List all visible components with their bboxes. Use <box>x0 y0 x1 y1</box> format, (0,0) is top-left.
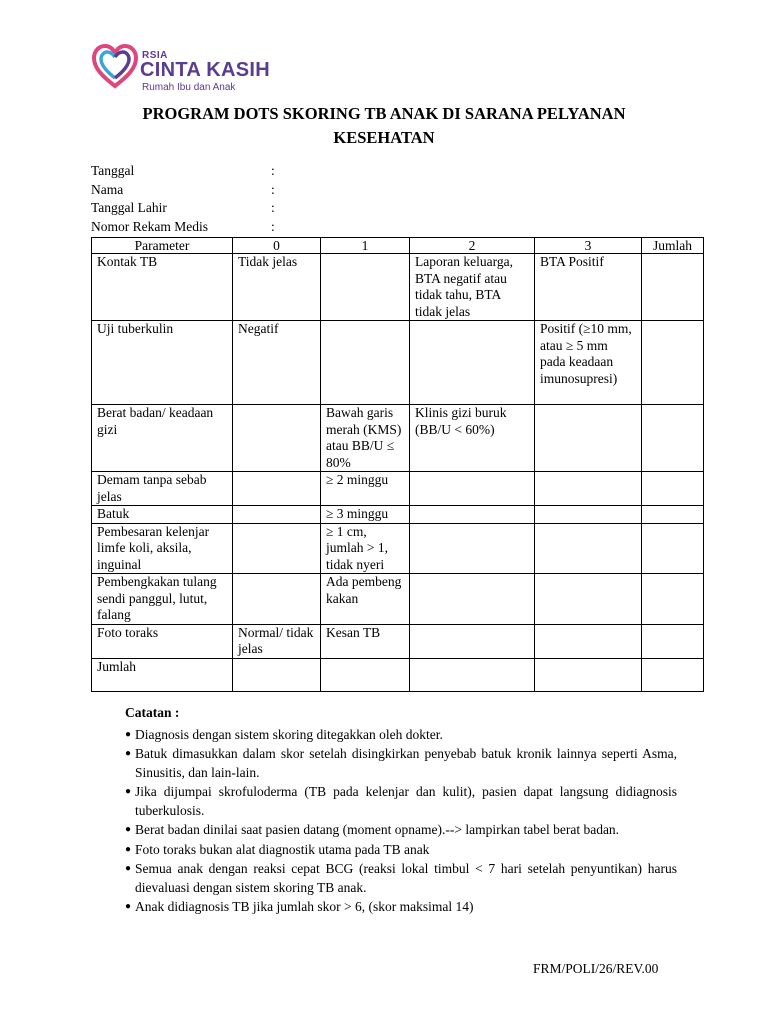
list-item <box>125 783 677 820</box>
info-label: Tanggal <box>91 163 135 178</box>
notes-section <box>125 704 677 918</box>
list-item <box>125 821 677 840</box>
list-item <box>125 898 677 917</box>
bullet-icon: ● <box>125 843 132 855</box>
table-cell <box>642 658 704 691</box>
bullet-icon: ● <box>125 824 132 835</box>
info-colon: : <box>271 181 275 197</box>
table-cell: Normal/ tidak jelas <box>233 624 321 658</box>
table-cell: ≥ 1 cm, jumlah > 1, tidak nyeri <box>321 523 410 574</box>
list-item <box>125 726 677 745</box>
logo-name: CINTA KASIH <box>140 59 270 81</box>
header-score-3: 3 <box>535 238 642 254</box>
table-cell <box>642 254 704 321</box>
table-cell <box>410 472 535 506</box>
header-score-0: 0 <box>233 238 321 254</box>
bullet-icon: ● <box>125 901 132 912</box>
list-item <box>125 860 677 897</box>
note-text: Diagnosis dengan sistem skoring ditegakkan oleh dokter. <box>135 726 443 742</box>
table-row <box>92 506 704 524</box>
table-cell <box>642 574 704 625</box>
logo-tagline: Rumah Ibu dan Anak <box>142 82 236 93</box>
bullet-icon: ● <box>125 728 132 740</box>
table-cell: Pembengkakan tulang sendi panggul, lutut, falang <box>92 574 233 625</box>
info-row-tanggal-lahir <box>91 199 281 218</box>
table-cell: Ada pembengkakan <box>321 574 410 625</box>
table-cell <box>410 658 535 691</box>
info-label: Nomor Rekam Medis <box>91 218 208 234</box>
header-score-2: 2 <box>410 238 535 254</box>
table-cell <box>535 405 642 472</box>
table-cell <box>410 506 535 524</box>
notes-list <box>125 726 677 917</box>
table-cell: BTA Positif <box>535 254 642 321</box>
table-cell <box>535 658 642 691</box>
table-cell <box>410 574 535 625</box>
info-colon: : <box>271 218 275 234</box>
table-cell <box>233 574 321 625</box>
title-line-1: PROGRAM DOTS SKORING TB ANAK DI SARANA PELYANAN <box>142 104 626 123</box>
bullet-icon: ● <box>125 863 132 874</box>
info-row-rekam-medis <box>91 218 281 237</box>
table-cell <box>535 472 642 506</box>
list-item <box>125 841 677 860</box>
table-row <box>92 472 704 506</box>
note-text: Semua anak dengan reaksi cepat BCG (reaksi lokal timbul < 7 hari setelah penyuntikan) harus dievaluasi dengan sistem skoring TB anak. <box>135 861 677 895</box>
info-colon: : <box>271 200 275 215</box>
hospital-logo <box>92 44 272 100</box>
table-cell <box>642 506 704 524</box>
table-cell <box>535 624 642 658</box>
table-cell <box>410 624 535 658</box>
table-cell: Laporan keluarga, BTA negatif atau tidak tahu, BTA tidak jelas <box>410 254 535 321</box>
title-line-2: KESEHATAN <box>333 128 435 147</box>
table-cell: Jumlah <box>92 658 233 691</box>
table-cell <box>642 472 704 506</box>
info-row-nama <box>91 181 281 200</box>
table-cell <box>233 506 321 524</box>
table-row <box>92 523 704 574</box>
table-cell: Batuk <box>92 506 233 524</box>
notes-title: Catatan : <box>125 705 180 720</box>
table-cell <box>642 624 704 658</box>
table-cell <box>321 254 410 321</box>
heart-logo-icon <box>92 44 138 90</box>
table-cell <box>535 506 642 524</box>
table-cell: Pembesaran kelenjar limfe koli, aksila, inguinal <box>92 523 233 574</box>
table-cell <box>642 405 704 472</box>
table-cell: Berat badan/ keadaan gizi <box>92 405 233 472</box>
table-cell <box>642 321 704 405</box>
info-label: Tanggal Lahir <box>91 200 167 215</box>
table-cell: Demam tanpa sebab jelas <box>92 472 233 506</box>
bullet-icon: ● <box>125 748 132 759</box>
note-text: Batuk dimasukkan dalam skor setelah disingkirkan penyebab batuk kronik lainnya seperti Asma, Sinusitis, dan lain-lain. <box>135 746 677 780</box>
table-cell: Tidak jelas <box>233 254 321 321</box>
form-code: FRM/POLI/26/REV.00 <box>533 961 659 976</box>
note-text: Berat badan dinilai saat pasien datang (moment opname).--> lampirkan tabel berat badan. <box>135 822 620 837</box>
table-cell <box>233 523 321 574</box>
table-cell <box>233 405 321 472</box>
info-colon: : <box>271 163 275 178</box>
header-parameter: Parameter <box>92 238 233 254</box>
scoring-table <box>91 237 704 692</box>
document-title <box>100 102 668 150</box>
table-cell: Uji tuberkulin <box>92 321 233 405</box>
table-row <box>92 405 704 472</box>
table-row <box>92 624 704 658</box>
table-cell: Klinis gizi buruk (BB/U < 60%) <box>410 405 535 472</box>
table-cell <box>535 523 642 574</box>
table-cell <box>410 321 535 405</box>
table-cell: Kontak TB <box>92 254 233 321</box>
table-cell: ≥ 2 minggu <box>321 472 410 506</box>
table-cell: ≥ 3 minggu <box>321 506 410 524</box>
table-row <box>92 321 704 405</box>
info-row-tanggal <box>91 162 281 181</box>
table-cell <box>233 658 321 691</box>
table-cell <box>642 523 704 574</box>
table-row <box>92 254 704 321</box>
table-header-row <box>92 238 704 254</box>
info-label: Nama <box>91 181 124 197</box>
table-row-total <box>92 658 704 691</box>
table-row <box>92 574 704 625</box>
bullet-icon: ● <box>125 786 132 797</box>
table-cell: Negatif <box>233 321 321 405</box>
table-cell <box>535 574 642 625</box>
table-cell: Positif (≥10 mm, atau ≥ 5 mm pada keadaan imunosupresi) <box>535 321 642 405</box>
header-score-1: 1 <box>321 238 410 254</box>
table-cell: Kesan TB <box>321 624 410 658</box>
table-cell <box>233 472 321 506</box>
note-text: Foto toraks bukan alat diagnostik utama pada TB anak <box>135 841 430 857</box>
logo-small-text: RSIA <box>142 50 168 61</box>
table-cell: Foto toraks <box>92 624 233 658</box>
patient-info <box>91 162 281 236</box>
table-cell <box>321 658 410 691</box>
note-text: Jika dijumpai skrofuloderma (TB pada kelenjar dan kulit), pasien dapat langsung didiagnosis tuberkulosis. <box>135 784 677 818</box>
note-text: Anak didiagnosis TB jika jumlah skor > 6, (skor maksimal 14) <box>135 899 474 914</box>
header-jumlah: Jumlah <box>642 238 704 254</box>
table-cell <box>321 321 410 405</box>
table-cell: Bawah garis merah (KMS) atau BB/U ≤ 80% <box>321 405 410 472</box>
list-item <box>125 745 677 782</box>
table-cell <box>410 523 535 574</box>
